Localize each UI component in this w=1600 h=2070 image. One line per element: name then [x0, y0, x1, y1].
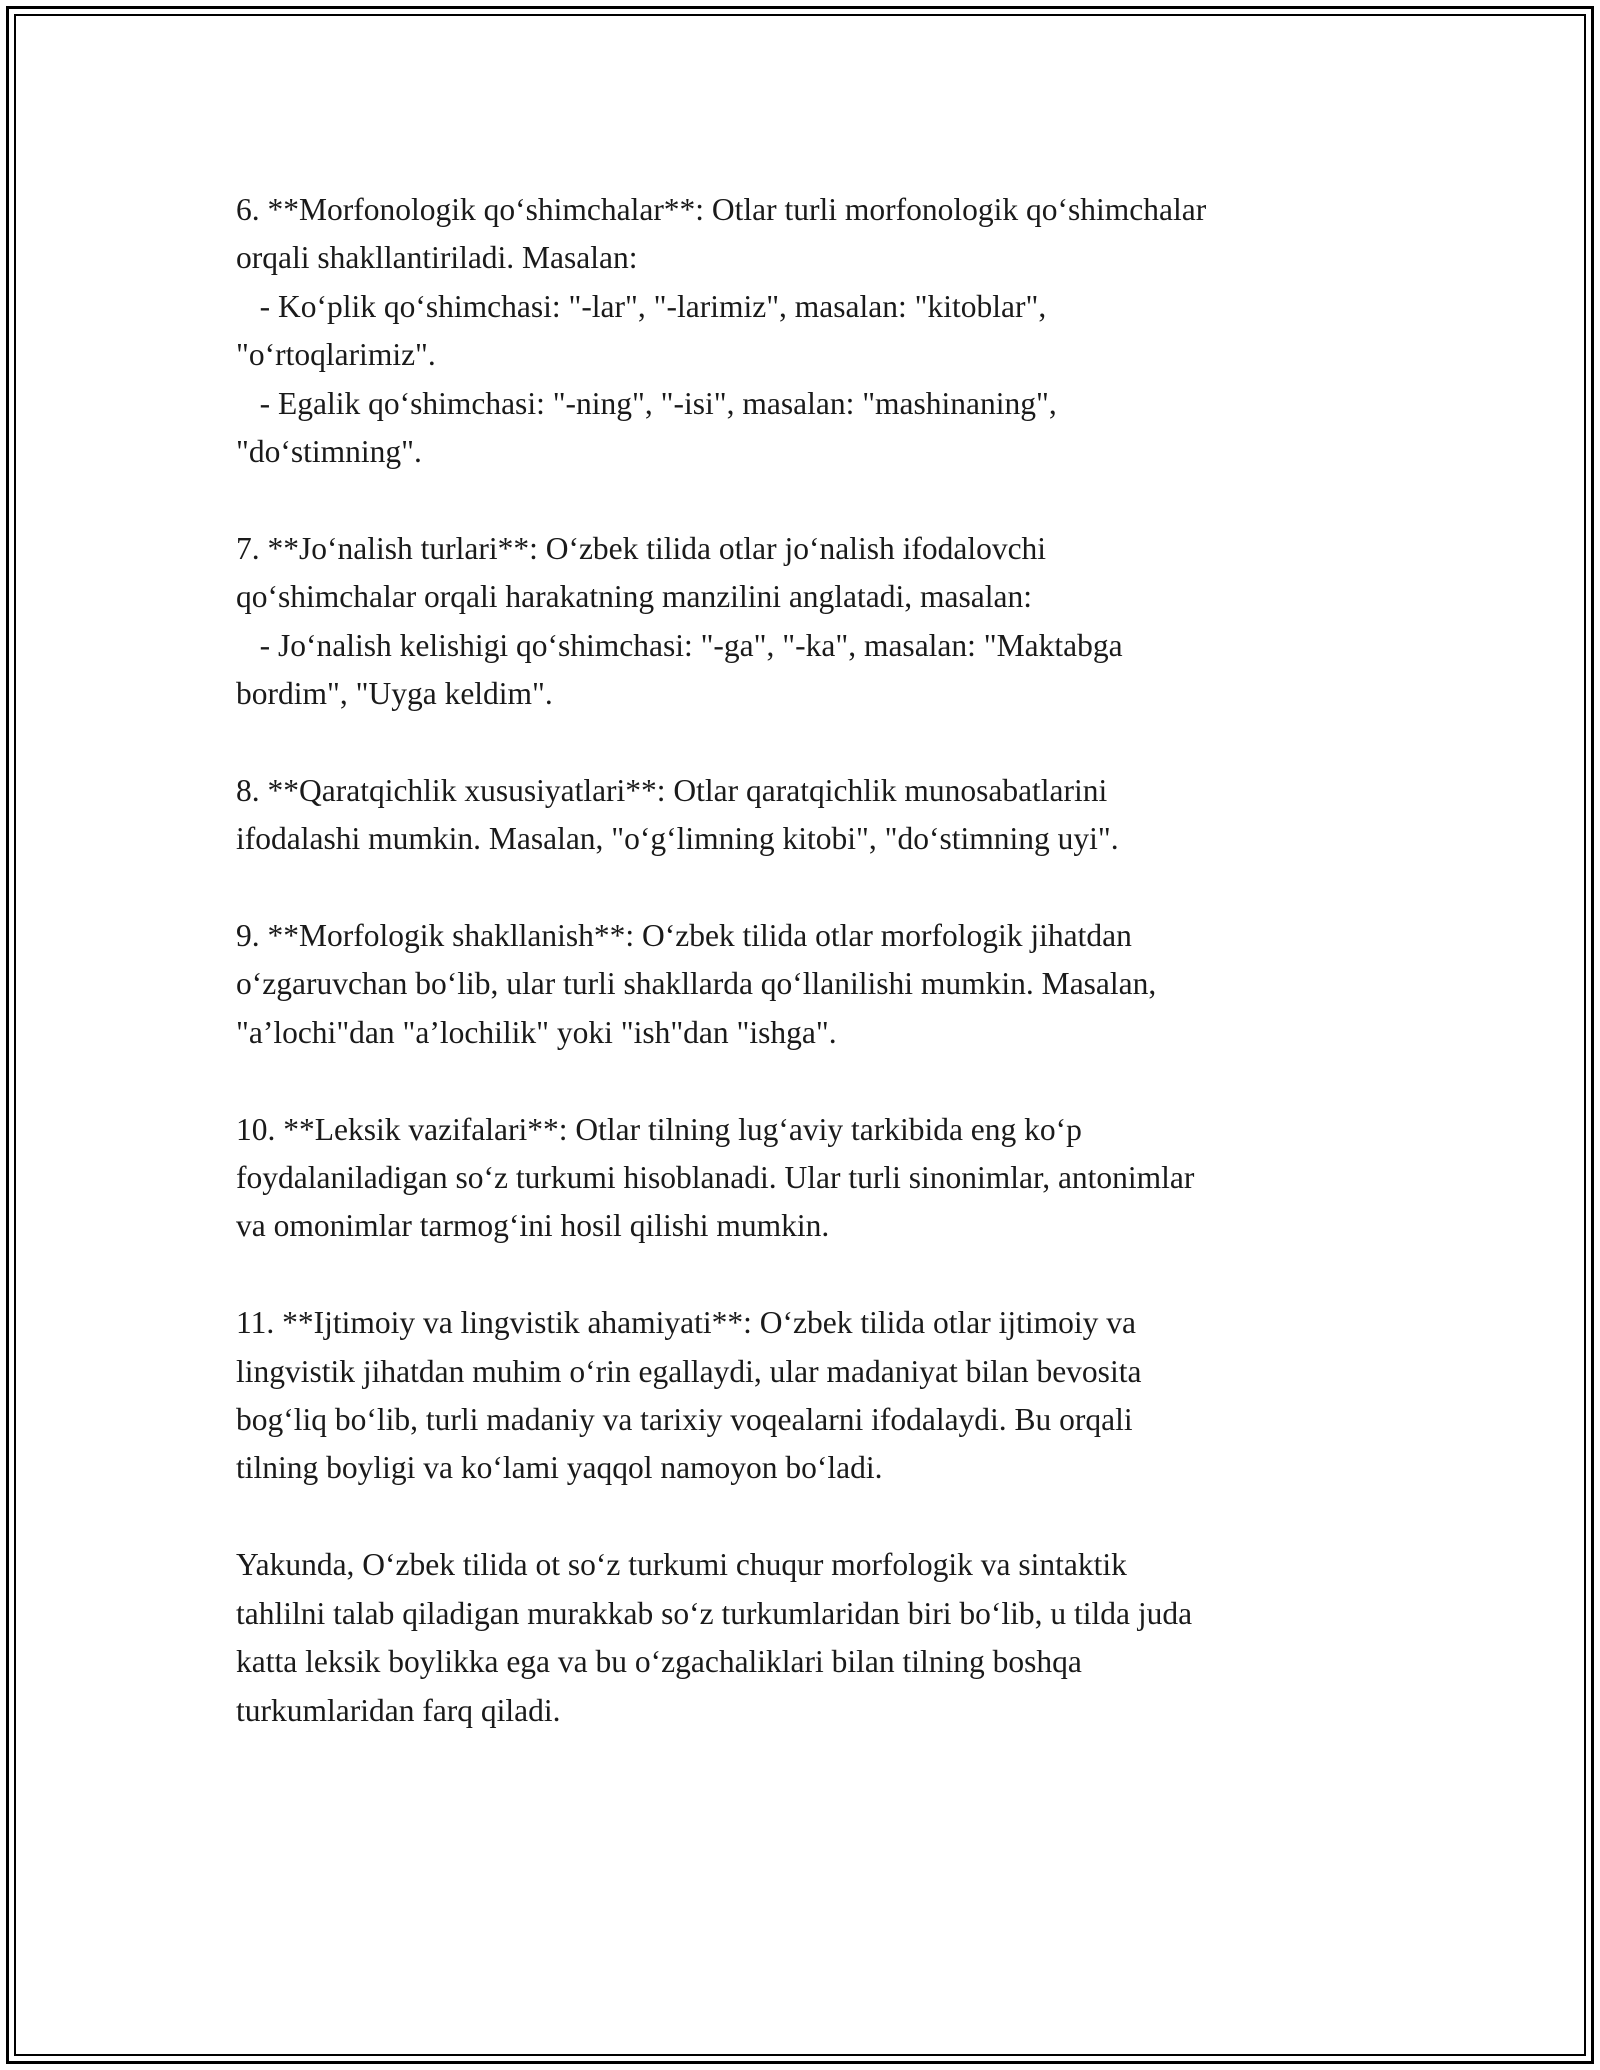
text-line: - Jo‘nalish kelishigi qo‘shimchasi: "-ga", "-ka", masalan: "Maktabga	[236, 627, 1123, 663]
text-line: 8. **Qaratqichlik xususiyatlari**: Otlar qaratqichlik munosabatlarini	[236, 772, 1108, 808]
text-line: foydalaniladigan so‘z turkumi hisoblanadi. Ular turli sinonimlar, antonimlar	[236, 1160, 1195, 1196]
text-line: - Egalik qo‘shimchasi: "-ning", "-isi", masalan: "mashinaning",	[236, 385, 1057, 421]
text-line: tahlilni talab qiladigan murakkab so‘z turkumlaridan biri bo‘lib, u tilda juda	[236, 1595, 1193, 1631]
paragraph-conclusion	[236, 1541, 1386, 1735]
text-line: lingvistik jihatdan muhim o‘rin egallaydi, ular madaniyat bilan bevosita	[236, 1353, 1142, 1389]
text-line: 9. **Morfologik shakllanish**: O‘zbek tilida otlar morfologik jihatdan	[236, 918, 1132, 954]
paragraph-leksik	[236, 1106, 1386, 1251]
text-line: turkumlaridan farq qiladi.	[236, 1692, 561, 1728]
paragraph-morfologik	[236, 912, 1386, 1057]
text-line: - Ko‘plik qo‘shimchasi: "-lar", "-larimiz", masalan: "kitoblar",	[236, 288, 1047, 324]
document-body	[236, 186, 1386, 1783]
text-line: o‘zgaruvchan bo‘lib, ular turli shakllarda qo‘llanilishi mumkin. Masalan,	[236, 966, 1157, 1002]
paragraph-morfonologik	[236, 186, 1386, 476]
text-line: 10. **Leksik vazifalari**: Otlar tilning lug‘aviy tarkibida eng ko‘p	[236, 1111, 1082, 1147]
text-line: tilning boyligi va ko‘lami yaqqol namoyon bo‘ladi.	[236, 1450, 883, 1486]
text-line: bog‘liq bo‘lib, turli madaniy va tarixiy voqealarni ifodalaydi. Bu orqali	[236, 1402, 1133, 1438]
text-line: va omonimlar tarmog‘ini hosil qilishi mumkin.	[236, 1208, 830, 1244]
text-line: "o‘rtoqlarimiz".	[236, 337, 436, 373]
text-line: ifodalashi mumkin. Masalan, "o‘g‘limning kitobi", "do‘stimning uyi".	[236, 821, 1119, 857]
text-line: Yakunda, O‘zbek tilida ot so‘z turkumi chuqur morfologik va sintaktik	[236, 1547, 1127, 1583]
text-line: 11. **Ijtimoiy va lingvistik ahamiyati**: O‘zbek tilida otlar ijtimoiy va	[236, 1305, 1136, 1341]
text-line: 7. **Jo‘nalish turlari**: O‘zbek tilida otlar jo‘nalish ifodalovchi	[236, 530, 1047, 566]
paragraph-qaratqichlik	[236, 767, 1386, 864]
text-line: katta leksik boylikka ega va bu o‘zgachaliklari bilan tilning boshqa	[236, 1644, 1082, 1680]
text-line: qo‘shimchalar orqali harakatning manzilini anglatadi, masalan:	[236, 579, 1032, 615]
paragraph-ijtimoiy	[236, 1299, 1386, 1493]
text-line: orqali shakllantiriladi. Masalan:	[236, 240, 638, 276]
paragraph-jonalish	[236, 525, 1386, 719]
text-line: 6. **Morfonologik qo‘shimchalar**: Otlar turli morfonologik qo‘shimchalar	[236, 192, 1207, 227]
text-line: bordim", "Uyga keldim".	[236, 676, 553, 712]
text-line: "a’lochi"dan "a’lochilik" yoki "ish"dan "ishga".	[236, 1014, 837, 1050]
text-line: "do‘stimning".	[236, 434, 422, 470]
